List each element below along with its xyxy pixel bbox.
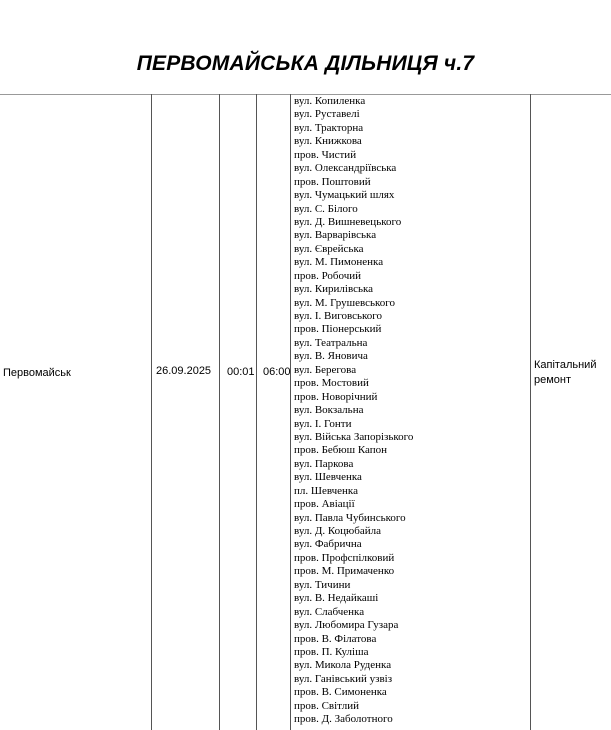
street-item: вул. Кирилівська <box>294 283 374 296</box>
street-item: вул. Руставелі <box>294 108 360 121</box>
street-item: вул. Копиленка <box>294 95 366 107</box>
column-divider <box>219 94 220 730</box>
street-item: пров. Робочий <box>294 269 362 282</box>
street-item: вул. М. Грушевського <box>294 296 396 309</box>
street-item: вул. Ганівський узвіз <box>294 672 393 685</box>
time-start-cell: 00:01 <box>227 366 255 378</box>
schedule-table <box>0 94 611 730</box>
street-item: вул. Шевченка <box>294 471 362 484</box>
column-divider <box>151 94 152 730</box>
city-cell: Первомайськ <box>3 367 71 379</box>
time-end-cell: 06:00 <box>263 366 291 378</box>
street-item: пров. Чистий <box>294 148 357 161</box>
street-item: пров. М. Примаченко <box>294 565 395 578</box>
street-item: вул. Микола Руденка <box>294 659 392 672</box>
column-divider <box>256 94 257 730</box>
street-item: пров. Поштовий <box>294 175 371 188</box>
street-item: вул. Чумацький шлях <box>294 189 395 202</box>
street-item: вул. Слабченка <box>294 605 365 618</box>
street-item: пров. В. Симоненка <box>294 686 387 699</box>
street-item: вул. І. Гонти <box>294 417 352 430</box>
page-title: ПЕРВОМАЙСЬКА ДІЛЬНИЦЯ ч.7 <box>136 52 475 75</box>
street-item: пров. Піонерський <box>294 323 382 336</box>
street-item: вул. Паркова <box>294 457 354 470</box>
street-item: вул. Тракторна <box>294 121 364 134</box>
street-item: вул. Театральна <box>294 336 368 349</box>
street-item: вул. Берегова <box>294 363 357 376</box>
street-item: вул. Д. Коцюбайла <box>294 525 381 537</box>
column-divider <box>530 94 531 730</box>
street-item: вул. Вокзальна <box>294 404 364 417</box>
street-item: пров. Мостовий <box>294 377 369 390</box>
column-divider <box>290 94 291 730</box>
streets-list <box>294 95 530 727</box>
work-type-cell: Капітальний ремонт <box>534 359 597 386</box>
street-item: вул. В. Яновича <box>294 350 368 363</box>
street-item: вул. Книжкова <box>294 135 362 148</box>
street-item: пров. Бебюш Капон <box>294 444 388 457</box>
street-item: пров. Новорічний <box>294 390 378 403</box>
street-item: вул. Війська Запорізького <box>294 430 414 443</box>
date-cell: 26.09.2025 <box>156 365 212 377</box>
street-item: пров. П. Куліша <box>294 645 369 658</box>
street-item: вул. Фабрична <box>294 538 362 551</box>
street-item: вул. С. Білого <box>294 202 358 215</box>
street-item: пров. Д. Заболотного <box>294 713 393 726</box>
street-item: вул. Варварівська <box>294 229 377 242</box>
street-item: пров. Профспілковий <box>294 551 395 564</box>
street-item: вул. Любомира Гузара <box>294 619 399 632</box>
street-item: вул. М. Пимоненка <box>294 256 384 269</box>
street-item: вул. І. Виговського <box>294 310 382 322</box>
street-item: пров. В. Філатова <box>294 632 377 645</box>
street-item: вул. Олександріївська <box>294 162 397 175</box>
street-item: пл. Шевченка <box>294 484 358 497</box>
street-item: вул. Тичини <box>294 578 351 591</box>
street-item: пров. Авіації <box>294 498 355 511</box>
street-item: пров. Світлий <box>294 699 359 712</box>
street-item: вул. Єврейська <box>294 242 364 255</box>
street-item: вул. Павла Чубинського <box>294 511 406 524</box>
street-item: вул. Д. Вишневецького <box>294 215 402 228</box>
street-item: вул. В. Недайкаші <box>294 592 379 605</box>
